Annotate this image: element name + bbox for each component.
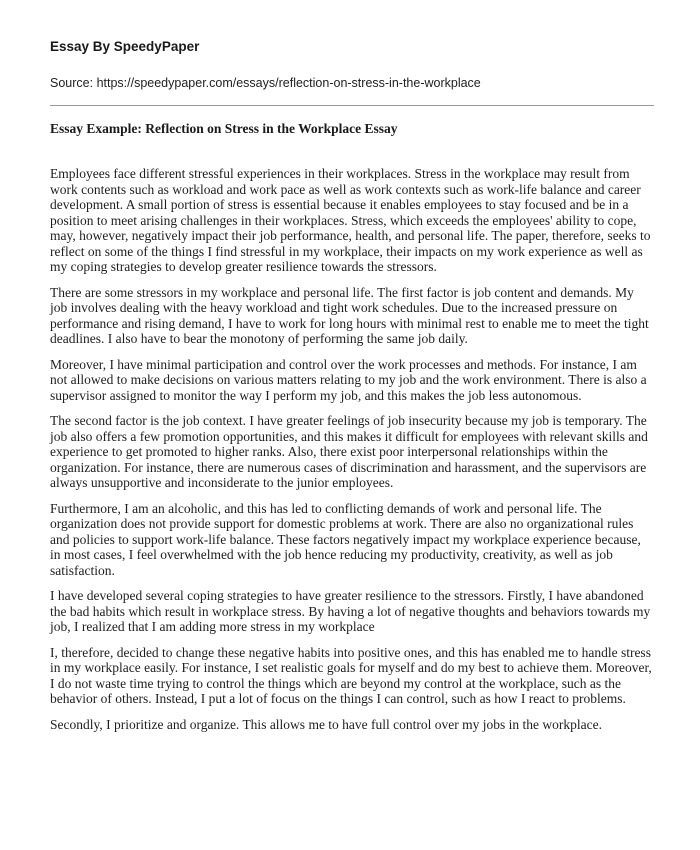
essay-paragraph: The second factor is the job context. I have greater feelings of job insecurity because my job is temporary. The job also offers a few promotion opportunities, and this makes it difficult for employees with relevant skills and experience to get promoted to higher ranks. Also, there exist poor interpersonal relationships within the organization. For instance, there are numerous cases of discrimination and harassment, and the supervisors are always unsupportive and inconsiderate to the junior employees.	[50, 413, 648, 490]
essay-paragraph: Moreover, I have minimal participation and control over the work processes and methods. For instance, I am not allowed to make decisions on various matters relating to my job and the work environment. There is also a supervisor assigned to monitor the way I perform my job, and this makes the job less autonomous.	[50, 356, 647, 403]
essay-body	[50, 166, 652, 732]
essay-paragraph: Furthermore, I am an alcoholic, and this has led to conflicting demands of work and personal life. The organization does not provide support for domestic problems at work. There are also no organizational rules and policies to support work-life balance. These factors negatively impact my workplace experience because, in most cases, I feel overwhelmed with the job hence reducing my productivity, creativity, as well as job satisfaction.	[50, 500, 641, 578]
header-divider	[50, 105, 654, 106]
essay-paragraph: There are some stressors in my workplace and personal life. The first factor is job content and demands. My job involves dealing with the heavy workload and tight work schedules. Due to the increased pressure on performance and rising demand, I have to work for long hours with minimal rest to enable me to meet the tight deadlines. I also have to bear the monotony of performing the same job daily.	[50, 284, 649, 346]
source-line	[50, 75, 652, 91]
essay-paragraph: Secondly, I prioritize and organize. This allows me to have full control over my jobs in the workplace.	[50, 716, 602, 732]
essay-paragraph: Employees face different stressful experiences in their workplaces. Stress in the workplace may result from work contents such as workload and work pace as well as work contexts such as work-life balance and career development. A small portion of stress is essential because it enables employees to stay focused and be in a position to meet arising challenges in their workplaces. Stress, which exceeds the employees' ability to cope, may, however, negatively impact their job performance, health, and personal life. The paper, therefore, seeks to reflect on some of the things I find stressful in my workplace, their impacts on my work experience as well as my coping strategies to develop greater resilience towards the stressors.	[50, 166, 651, 274]
essay-title: Essay Example: Reflection on Stress in the Workplace Essay	[50, 121, 398, 136]
document-header-title: Essay By SpeedyPaper	[50, 39, 200, 54]
document-page	[50, 38, 652, 742]
essay-paragraph: I have developed several coping strategies to have greater resilience to the stressors. Firstly, I have abandoned the bad habits which result in workplace stress. By having a lot of negative thoughts and behaviors towards my job, I realized that I am adding more stress in my workplace	[50, 588, 651, 634]
essay-paragraph: I, therefore, decided to change these negative habits into positive ones, and this has enabled me to handle stress in my workplace easily. For instance, I set realistic goals for myself and do my best to achieve them. Moreover, I do not waste time trying to control the things which are beyond my control at the workplace, such as the behavior of others. Instead, I put a lot of focus on the things I can control, such as how I react to problems.	[50, 644, 652, 706]
source-label: Source:	[50, 76, 97, 90]
source-url: https://speedypaper.com/essays/reflection-on-stress-in-the-workplace	[96, 76, 481, 90]
